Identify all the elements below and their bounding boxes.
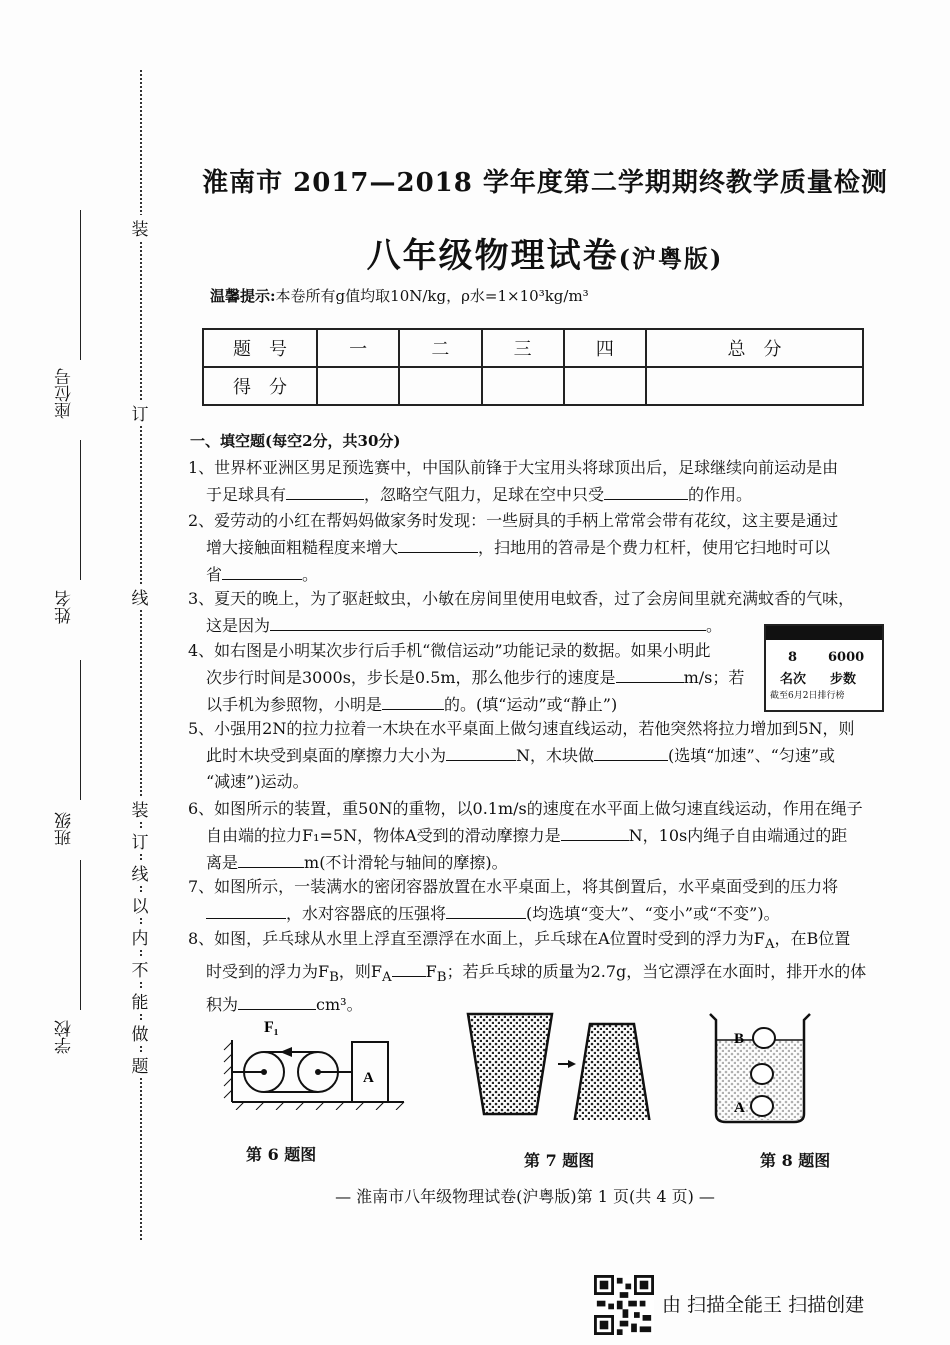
binding-char: 做 — [128, 1020, 152, 1045]
class-label: 班级 — [55, 812, 75, 846]
tip — [210, 285, 589, 306]
answer-blank[interactable] — [286, 481, 364, 500]
school-label: 学校 — [55, 1020, 75, 1054]
table-cell: 四 — [564, 329, 646, 367]
figure-8-beaker — [706, 1010, 816, 1126]
rank-label: 名次 — [780, 672, 807, 687]
name-label: 姓名 — [55, 590, 75, 624]
table-cell: 得 分 — [203, 367, 317, 405]
tip-label: 温馨提示: — [210, 287, 276, 305]
question-3: 3、夏天的晚上，为了驱赶蚊虫，小敏在房间里使用电蚊香，过了会房间里就充满蚊香的气味， 这是因为 。 — [188, 589, 855, 635]
score-input-cell[interactable] — [482, 367, 564, 405]
binding-char: 题 — [128, 1052, 152, 1077]
position-b-label: B — [734, 1031, 745, 1047]
figure-6-pulley — [222, 1010, 412, 1110]
table-cell: 二 — [399, 329, 481, 367]
section-title: 一、填空题(每空2分，共30分) — [190, 432, 401, 450]
card-footer: 截至6月2日排行榜 — [770, 691, 845, 701]
seat-number-label: 座位号 — [55, 368, 75, 419]
class-line[interactable] — [80, 660, 81, 800]
answer-blank[interactable] — [238, 849, 304, 868]
force-label: F₁ — [264, 1019, 279, 1036]
wechat-steps-card — [764, 624, 884, 712]
tip-text: 本卷所有g值均取10N/kg，ρ水=1×10³kg/m³ — [275, 287, 589, 305]
binding-char: 装 — [128, 796, 152, 821]
steps-label: 步数 — [830, 672, 857, 687]
school-line[interactable] — [80, 860, 81, 1010]
score-input-cell[interactable] — [646, 367, 863, 405]
question-7: 7、如图所示，一装满水的密闭容器放置在水平桌面上，将其倒置后，水平桌面受到的压力将 ，水对容器底的压强将 (均选填“变大”、“变小”或“不变”)。 — [188, 877, 839, 923]
block-label: A — [363, 1070, 374, 1086]
binding-char: 不 — [128, 956, 152, 981]
table-row — [203, 367, 863, 405]
question-1: 1、世界杯亚洲区男足预选赛中，中国队前锋于大宝用头将球顶出后，足球继续向前运动是由 于足球具有 ，忽略空气阻力，足球在空中只受 的作用。 — [188, 458, 839, 504]
table-cell: 总 分 — [646, 329, 863, 367]
binding-char: 装 — [128, 215, 152, 240]
question-4: 4、如右图是小明某次步行后手机“微信运动”功能记录的数据。如果小明此 次步行时间是3000s，步长是0.5m，那么他步行的速度是 m/s；若 以手机为参照物，小明是 的。(填“运动”或“静止”) — [188, 641, 745, 714]
figure-8-caption: 第 8 题图 — [760, 1151, 831, 1170]
phone-status-bar — [766, 626, 882, 640]
answer-blank[interactable] — [446, 742, 516, 761]
name-line[interactable] — [80, 440, 81, 580]
score-input-cell[interactable] — [317, 367, 399, 405]
answer-blank[interactable] — [398, 534, 478, 553]
table-row — [203, 329, 863, 367]
answer-blank[interactable] — [561, 822, 629, 841]
binding-char: 内 — [128, 924, 152, 949]
qr-code-icon — [594, 1275, 654, 1335]
steps-value: 6000 — [828, 650, 865, 665]
answer-blank[interactable] — [222, 561, 302, 580]
answer-blank[interactable] — [238, 991, 316, 1010]
table-cell: 一 — [317, 329, 399, 367]
binding-char: 以 — [128, 892, 152, 917]
page-footer: — 淮南市八年级物理试卷(沪粤版)第 1 页(共 4 页) — — [335, 1187, 715, 1206]
figure-7-containers — [464, 1012, 654, 1120]
table-cell: 题 号 — [203, 329, 317, 367]
binding-char: 能 — [128, 988, 152, 1013]
question-6: 6、如图所示的装置，重50N的重物，以0.1m/s的速度在水平面上做匀速直线运动，作用在绳子 自由端的拉力F₁=5N，物体A受到的滑动摩擦力是 N，10s内绳子自由端通过的距 离是 m(不计滑轮与轴间的摩擦)。 — [188, 799, 863, 872]
question-8: 8、如图，乒乓球从水里上浮直至漂浮在水面上，乒乓球在A位置时受到的浮力为$F_A$，在B位置 时受到的浮力为$F_B$，则$F_A$ $F_B$；若乒乓球的质量为2.7g，当它漂浮在水面时，排开水的体 积为 cm³。 — [188, 929, 867, 1015]
binding-char: 订 — [128, 828, 152, 853]
question-5: 5、小强用2N的拉力拉着一木块在水平桌面上做匀速直线运动，若他突然将拉力增加到5N，则 此时木块受到桌面的摩擦力大小为 N，木块做 (选填“加速”、“匀速”或 “减速”)运动。 — [188, 719, 855, 791]
edition-label: (沪粤版) — [618, 244, 724, 273]
exam-subtitle: 八年级物理试卷(沪粤版) — [366, 236, 724, 276]
answer-blank[interactable] — [270, 612, 706, 631]
answer-blank[interactable] — [594, 742, 668, 761]
binding-char: 线 — [128, 584, 152, 609]
scanner-watermark: 由 扫描全能王 扫描创建 — [662, 1294, 865, 1316]
score-table — [202, 328, 864, 406]
answer-blank[interactable] — [616, 664, 684, 683]
figure-6-caption: 第 6 题图 — [246, 1145, 317, 1164]
answer-blank[interactable] — [392, 958, 426, 977]
answer-blank[interactable] — [382, 691, 444, 710]
answer-blank[interactable] — [206, 900, 286, 919]
exam-title: 淮南市 2017—2018 学年度第二学期期终教学质量检测 — [202, 168, 888, 198]
answer-blank[interactable] — [604, 481, 688, 500]
rank-value: 8 — [788, 650, 798, 665]
answer-blank[interactable] — [446, 900, 526, 919]
score-input-cell[interactable] — [564, 367, 646, 405]
figure-7-caption: 第 7 题图 — [524, 1151, 595, 1170]
score-input-cell[interactable] — [399, 367, 481, 405]
table-cell: 三 — [482, 329, 564, 367]
position-a-label: A — [734, 1100, 745, 1116]
binding-char: 线 — [128, 860, 152, 885]
binding-char: 订 — [128, 400, 152, 425]
question-2: 2、爱劳动的小红在帮妈妈做家务时发现：一些厨具的手柄上常常会带有花纹，这主要是通过 增大接触面粗糙程度来增大 ，扫地用的笤帚是个费力杠杆，使用它扫地时可以 省 。 — [188, 511, 839, 584]
